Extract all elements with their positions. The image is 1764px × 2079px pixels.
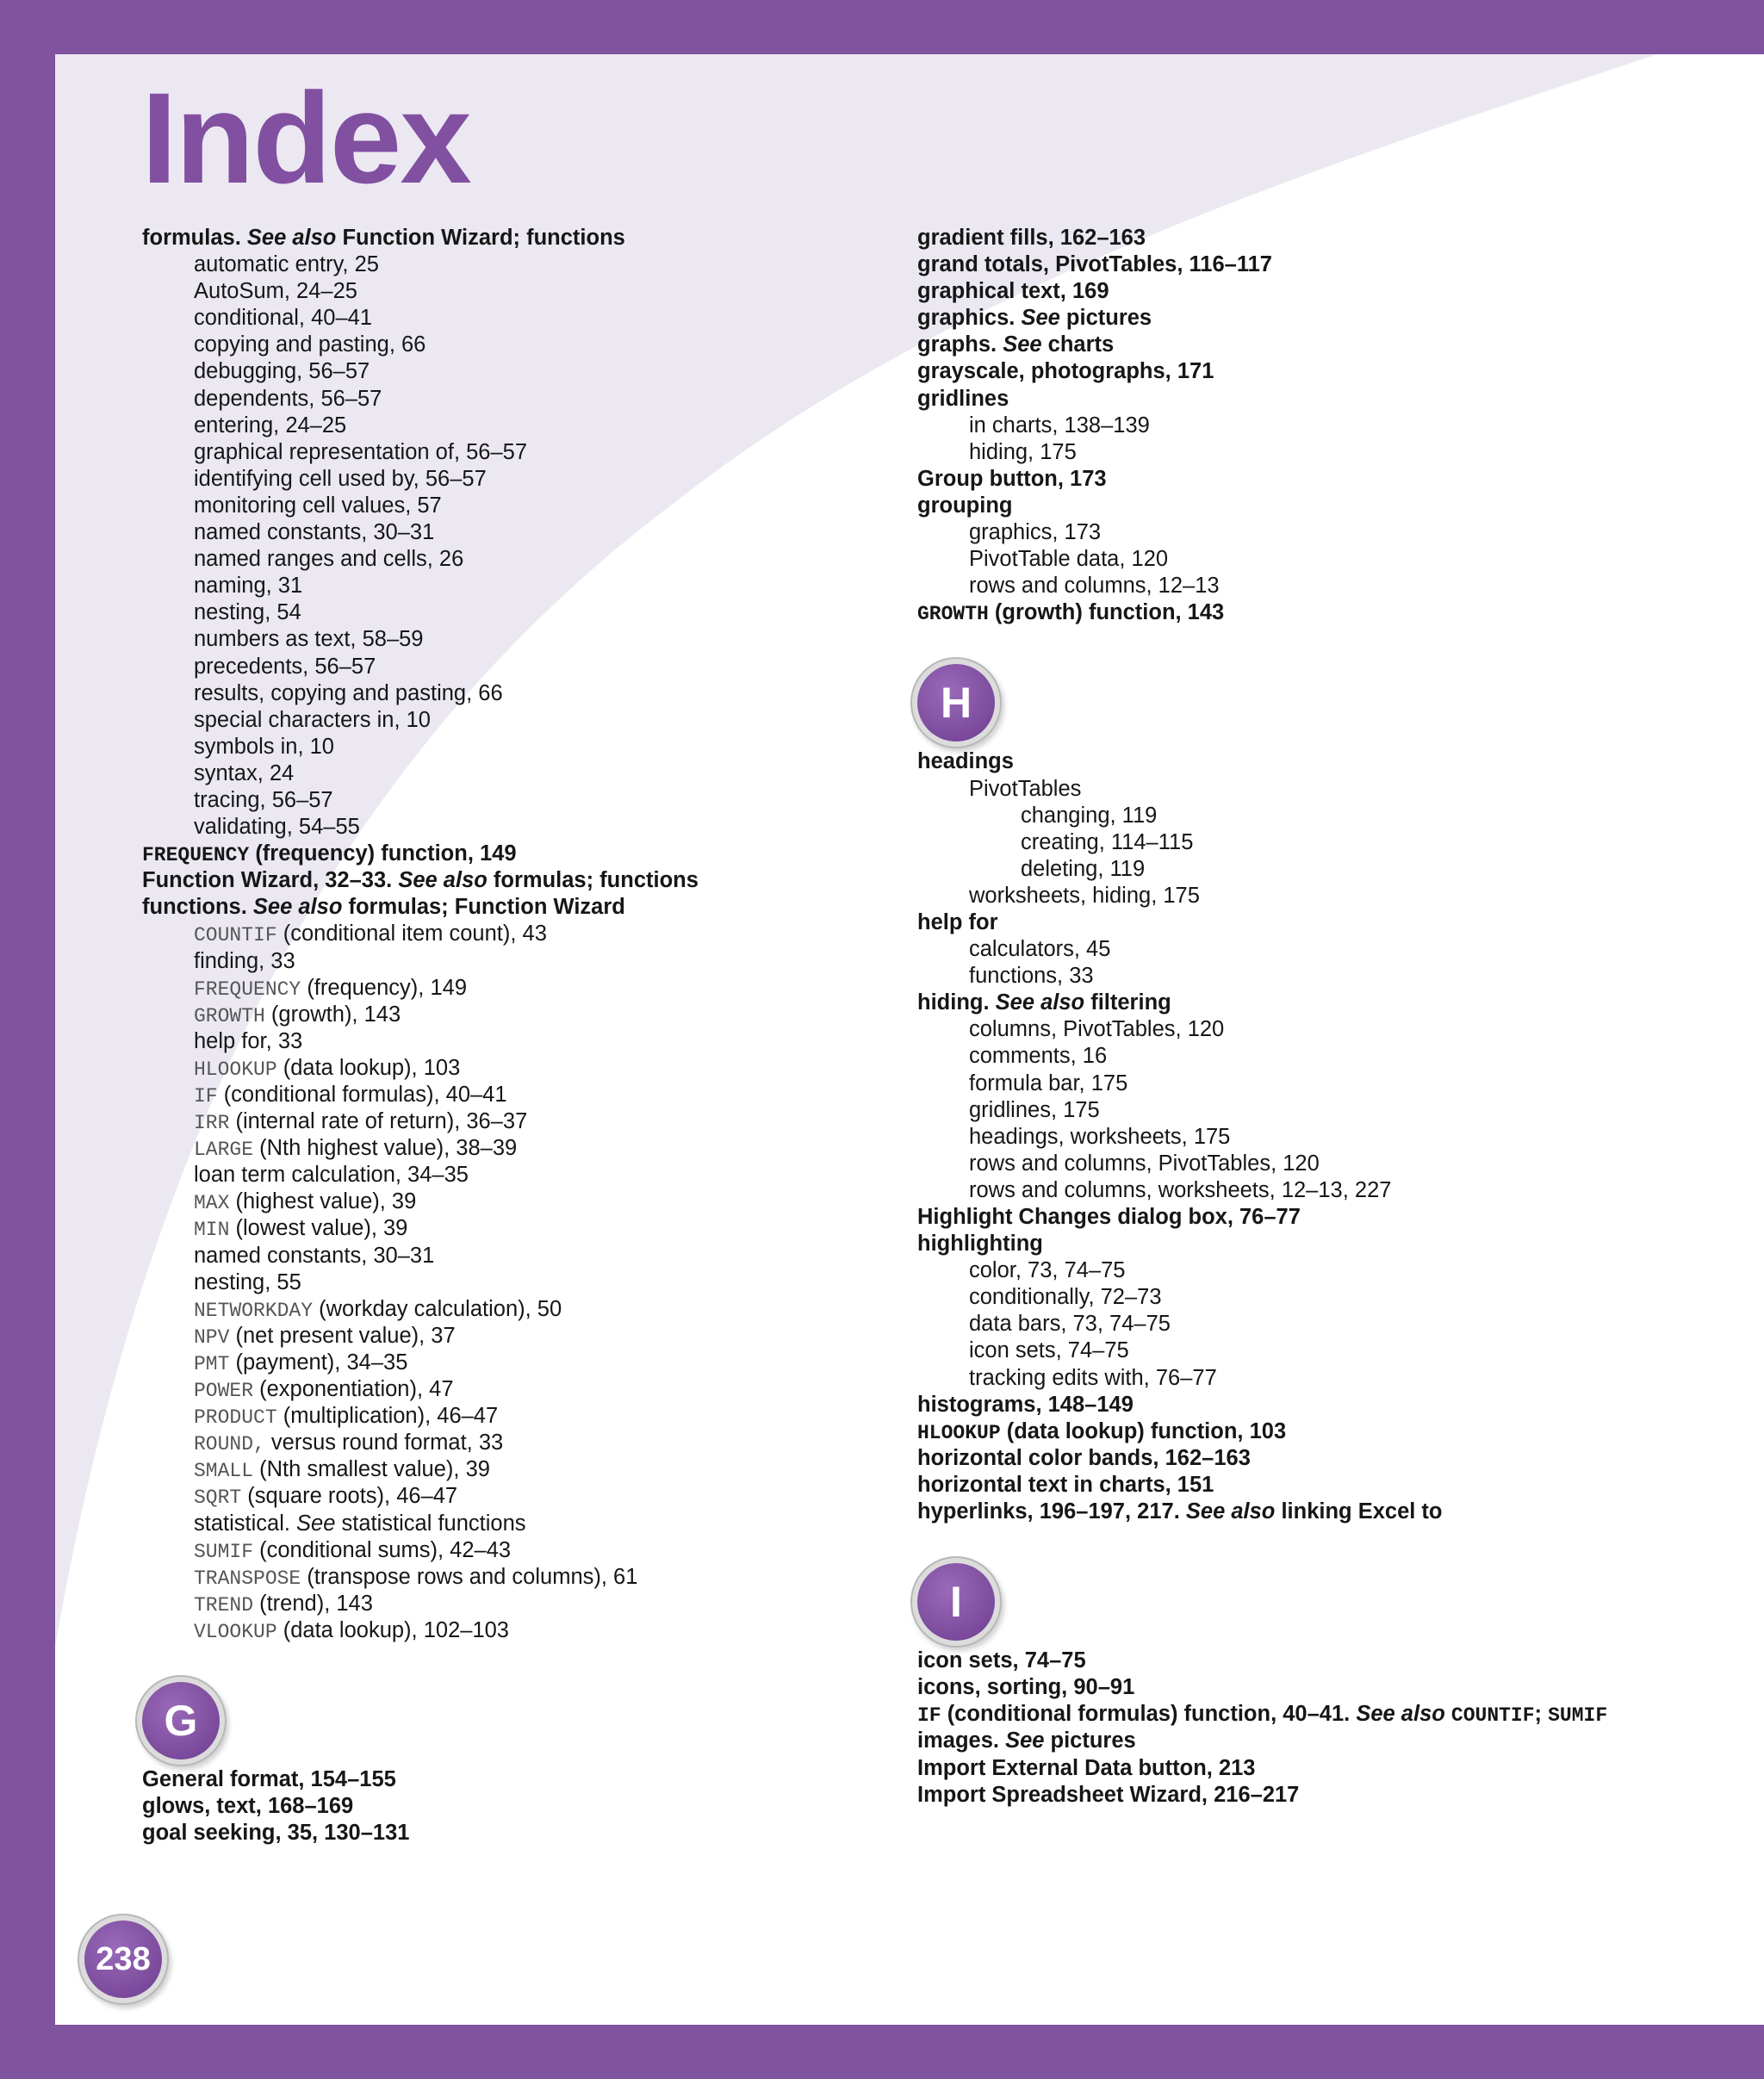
entry-text: grayscale, photographs, 171 bbox=[917, 359, 1214, 384]
entry-text: (exponentiation), 47 bbox=[253, 1377, 454, 1402]
function-name: HLOOKUP bbox=[194, 1058, 277, 1081]
entry-text: charts bbox=[1041, 332, 1115, 357]
index-subentry bbox=[142, 599, 900, 626]
index-subentry bbox=[917, 439, 1675, 466]
page-number-badge: 238 bbox=[84, 1921, 162, 1998]
entry-text: versus round format, 33 bbox=[264, 1430, 504, 1455]
index-subentry bbox=[142, 1269, 900, 1296]
see-also-text: See bbox=[1005, 1728, 1045, 1753]
index-subentry bbox=[142, 386, 900, 413]
entry-text: Import External Data button, 213 bbox=[917, 1755, 1256, 1780]
entry-text: goal seeking, 35, 130–131 bbox=[142, 1821, 410, 1846]
index-subentry bbox=[917, 1257, 1675, 1284]
index-subentry bbox=[917, 963, 1675, 990]
see-also-text: See also bbox=[1185, 1499, 1276, 1524]
entry-text: (Nth smallest value), 39 bbox=[253, 1457, 490, 1482]
index-subentry bbox=[142, 1082, 900, 1108]
entry-text: nesting, 55 bbox=[194, 1269, 301, 1294]
see-also-text: See bbox=[296, 1511, 336, 1536]
see-also-text: See also bbox=[1356, 1702, 1445, 1727]
function-name: COUNTIF bbox=[194, 924, 277, 947]
entry-text: hiding, 175 bbox=[969, 439, 1077, 464]
index-entry bbox=[917, 1472, 1675, 1499]
entry-text: loan term calculation, 34–35 bbox=[194, 1163, 469, 1188]
function-name: NPV bbox=[194, 1325, 230, 1349]
index-subentry bbox=[917, 546, 1675, 573]
entry-text: (highest value), 39 bbox=[229, 1189, 417, 1214]
index-subentry bbox=[142, 1564, 900, 1591]
index-subentry bbox=[142, 413, 900, 439]
function-name: MAX bbox=[194, 1192, 230, 1215]
index-subentry bbox=[142, 332, 900, 358]
entry-text: formulas; Function Wizard bbox=[342, 895, 625, 920]
index-subentry bbox=[142, 1002, 900, 1028]
entry-text: formulas. bbox=[142, 226, 247, 250]
index-subentry bbox=[142, 1591, 900, 1617]
index-page bbox=[55, 54, 1764, 2025]
function-name: ROUND, bbox=[194, 1433, 265, 1456]
index-entry bbox=[142, 894, 900, 921]
entry-text: rows and columns, worksheets, 12–13, 227 bbox=[969, 1177, 1392, 1202]
index-subentry bbox=[917, 519, 1675, 546]
letter-badge-i: I bbox=[917, 1563, 995, 1641]
entry-text: Function Wizard, 32–33. bbox=[142, 868, 399, 893]
entry-text: General format, 154–155 bbox=[142, 1766, 396, 1791]
index-entry bbox=[142, 841, 900, 867]
entry-text: linking Excel to bbox=[1275, 1499, 1443, 1524]
entry-text: syntax, 24 bbox=[194, 760, 295, 785]
index-subentry bbox=[917, 413, 1675, 439]
index-subentry bbox=[917, 1016, 1675, 1043]
entry-text: headings, worksheets, 175 bbox=[969, 1124, 1231, 1149]
entry-text: PivotTable data, 120 bbox=[969, 547, 1169, 572]
entry-text: data bars, 73, 74–75 bbox=[969, 1312, 1171, 1337]
index-subentry bbox=[917, 1337, 1675, 1364]
see-also-text: See also bbox=[246, 226, 337, 250]
entry-text: gradient fills, 162–163 bbox=[917, 226, 1146, 250]
entry-text: named ranges and cells, 26 bbox=[194, 547, 464, 572]
function-name: TRANSPOSE bbox=[194, 1567, 301, 1590]
entry-text: Function Wizard; functions bbox=[336, 226, 625, 250]
index-subentry bbox=[142, 814, 900, 841]
index-entry bbox=[917, 305, 1675, 332]
index-entry bbox=[917, 1701, 1675, 1728]
index-subentry bbox=[142, 1188, 900, 1215]
index-subentry bbox=[142, 1215, 900, 1242]
index-subentry bbox=[142, 1430, 900, 1456]
entry-text: Group button, 173 bbox=[917, 466, 1107, 491]
entry-text: copying and pasting, 66 bbox=[194, 332, 426, 357]
index-subentry bbox=[142, 975, 900, 1002]
entry-text: automatic entry, 25 bbox=[194, 252, 379, 277]
index-subentry bbox=[142, 1376, 900, 1403]
index-entry bbox=[917, 493, 1675, 519]
index-subentry bbox=[917, 883, 1675, 909]
entry-text: (internal rate of return), 36–37 bbox=[229, 1109, 528, 1134]
index-entry bbox=[917, 1418, 1675, 1445]
function-name: IRR bbox=[194, 1112, 230, 1135]
entry-text: headings bbox=[917, 749, 1014, 774]
index-subentry bbox=[142, 1537, 900, 1564]
index-subentry bbox=[142, 760, 900, 787]
entry-text: pictures bbox=[1059, 306, 1152, 331]
function-name: FREQUENCY bbox=[142, 844, 250, 867]
index-subentry bbox=[917, 936, 1675, 963]
index-subentry bbox=[917, 1043, 1675, 1070]
index-entry bbox=[917, 278, 1675, 305]
index-entry bbox=[917, 225, 1675, 251]
entry-text: AutoSum, 24–25 bbox=[194, 279, 357, 304]
entry-text: icons, sorting, 90–91 bbox=[917, 1675, 1135, 1700]
index-entry bbox=[142, 867, 900, 894]
entry-text: (conditional item count), 43 bbox=[276, 922, 547, 946]
entry-text: conditionally, 72–73 bbox=[969, 1285, 1162, 1310]
entry-text: graphics. bbox=[917, 306, 1022, 331]
entry-text: entering, 24–25 bbox=[194, 413, 347, 438]
entry-text: columns, PivotTables, 120 bbox=[969, 1017, 1225, 1042]
entry-text: Highlight Changes dialog box, 76–77 bbox=[917, 1205, 1301, 1229]
index-subentry bbox=[142, 519, 900, 546]
entry-text: functions. bbox=[142, 895, 253, 920]
index-subentry bbox=[142, 1617, 900, 1644]
index-subsubentry bbox=[917, 829, 1675, 856]
index-subentry bbox=[917, 1284, 1675, 1311]
index-subentry bbox=[917, 1097, 1675, 1124]
entry-text: results, copying and pasting, 66 bbox=[194, 680, 503, 705]
entry-text: (transpose rows and columns), 61 bbox=[301, 1564, 638, 1589]
entry-text: comments, 16 bbox=[969, 1044, 1108, 1069]
index-subentry bbox=[142, 626, 900, 653]
entry-text: filtering bbox=[1084, 990, 1171, 1015]
entry-text: nesting, 54 bbox=[194, 600, 301, 625]
entry-text: Import Spreadsheet Wizard, 216–217 bbox=[917, 1782, 1300, 1807]
entry-text: graphics, 173 bbox=[969, 520, 1102, 545]
index-subentry bbox=[142, 1456, 900, 1483]
function-name: HLOOKUP bbox=[917, 1421, 1001, 1444]
entry-text: (Nth highest value), 38–39 bbox=[253, 1136, 518, 1161]
entry-text: numbers as text, 58–59 bbox=[194, 627, 424, 652]
entry-text: deleting, 119 bbox=[1021, 856, 1146, 881]
index-subentry bbox=[142, 573, 900, 599]
entry-text: rows and columns, PivotTables, 120 bbox=[969, 1151, 1320, 1176]
index-subentry bbox=[142, 1028, 900, 1055]
entry-text bbox=[1445, 1702, 1451, 1726]
see-also-text: See also bbox=[398, 868, 488, 893]
index-subentry bbox=[917, 1311, 1675, 1337]
entry-text: (growth), 143 bbox=[264, 1002, 401, 1027]
letter-section-h bbox=[917, 652, 1675, 748]
index-subentry bbox=[142, 1162, 900, 1188]
entry-text: (payment), 34–35 bbox=[229, 1350, 408, 1375]
index-entry bbox=[917, 332, 1675, 358]
entry-text: special characters in, 10 bbox=[194, 707, 431, 732]
index-entry bbox=[917, 1499, 1675, 1525]
index-entry bbox=[917, 748, 1675, 775]
function-name: SUMIF bbox=[1548, 1704, 1608, 1728]
index-subentry bbox=[142, 305, 900, 332]
entry-text: images. bbox=[917, 1728, 1006, 1753]
entry-text: color, 73, 74–75 bbox=[969, 1258, 1126, 1283]
index-subentry bbox=[142, 1323, 900, 1350]
index-entry bbox=[142, 1766, 900, 1793]
function-name: MIN bbox=[194, 1219, 230, 1242]
see-also-text: See bbox=[1021, 306, 1060, 331]
index-subentry bbox=[142, 1483, 900, 1510]
entry-text: histograms, 148–149 bbox=[917, 1392, 1134, 1417]
entry-text: gridlines bbox=[917, 386, 1009, 411]
index-entry bbox=[917, 1674, 1675, 1701]
index-entry bbox=[917, 1204, 1675, 1231]
function-name: SUMIF bbox=[194, 1540, 254, 1563]
function-name: PRODUCT bbox=[194, 1406, 277, 1430]
entry-text: grouping bbox=[917, 493, 1013, 518]
index-subentry bbox=[142, 278, 900, 305]
entry-text: horizontal text in charts, 151 bbox=[917, 1472, 1214, 1497]
entry-text: icon sets, 74–75 bbox=[917, 1648, 1086, 1673]
entry-text: statistical functions bbox=[335, 1511, 526, 1536]
entry-text: (net present value), 37 bbox=[229, 1323, 456, 1348]
index-subentry bbox=[142, 1403, 900, 1430]
index-subentry bbox=[917, 1365, 1675, 1392]
index-entry bbox=[917, 990, 1675, 1016]
entry-text: (data lookup), 103 bbox=[276, 1055, 461, 1080]
index-entry bbox=[917, 251, 1675, 278]
entry-text: hyperlinks, 196–197, 217. bbox=[917, 1499, 1186, 1524]
index-subentry bbox=[142, 1135, 900, 1162]
entry-text: PivotTables bbox=[969, 776, 1082, 801]
function-name: GROWTH bbox=[194, 1004, 265, 1027]
entry-text: tracing, 56–57 bbox=[194, 787, 333, 812]
entry-text: glows, text, 168–169 bbox=[142, 1794, 354, 1819]
letter-badge-g: G bbox=[142, 1682, 220, 1759]
entry-text: graphs. bbox=[917, 332, 1003, 357]
entry-text: (lowest value), 39 bbox=[229, 1216, 408, 1241]
index-column-left bbox=[142, 225, 900, 1846]
index-subentry bbox=[142, 734, 900, 760]
index-subentry bbox=[917, 1151, 1675, 1177]
entry-text: (data lookup) function, 103 bbox=[1000, 1418, 1287, 1443]
index-entry bbox=[917, 1755, 1675, 1782]
index-entry bbox=[917, 1648, 1675, 1674]
section-gap bbox=[142, 1644, 900, 1670]
entry-text: (frequency) function, 149 bbox=[249, 841, 517, 866]
index-entry bbox=[142, 1820, 900, 1846]
function-name: FREQUENCY bbox=[194, 977, 301, 1001]
index-entry bbox=[142, 225, 900, 251]
entry-text: calculators, 45 bbox=[969, 937, 1111, 962]
function-name: TREND bbox=[194, 1593, 254, 1617]
entry-text: (workday calculation), 50 bbox=[313, 1296, 562, 1321]
entry-text: debugging, 56–57 bbox=[194, 359, 370, 384]
see-also-text: See also bbox=[252, 895, 343, 920]
page-title: Index bbox=[141, 65, 470, 210]
index-entry bbox=[917, 1392, 1675, 1418]
index-entry bbox=[917, 1728, 1675, 1754]
index-subentry bbox=[917, 776, 1675, 803]
entry-text: highlighting bbox=[917, 1232, 1043, 1257]
entry-text: help for, 33 bbox=[194, 1028, 303, 1053]
index-column-right bbox=[917, 225, 1675, 1809]
entry-text: validating, 54–55 bbox=[194, 815, 360, 840]
index-subentry bbox=[917, 1124, 1675, 1151]
entry-text: changing, 119 bbox=[1021, 803, 1158, 828]
index-subentry bbox=[142, 680, 900, 707]
entry-text: (data lookup), 102–103 bbox=[276, 1617, 509, 1642]
letter-section-i bbox=[917, 1551, 1675, 1648]
index-entry bbox=[917, 466, 1675, 493]
entry-text: help for bbox=[917, 909, 998, 934]
entry-text: monitoring cell values, 57 bbox=[194, 493, 442, 518]
index-entry bbox=[917, 599, 1675, 626]
index-subentry bbox=[142, 1055, 900, 1082]
index-subsubentry bbox=[917, 803, 1675, 829]
entry-text: graphical text, 169 bbox=[917, 279, 1109, 304]
entry-text: gridlines, 175 bbox=[969, 1097, 1100, 1122]
entry-text: (growth) function, 143 bbox=[988, 600, 1225, 625]
index-entry bbox=[917, 1231, 1675, 1257]
index-entry bbox=[917, 1782, 1675, 1809]
index-subentry bbox=[917, 1071, 1675, 1097]
section-gap bbox=[917, 1525, 1675, 1551]
index-subentry bbox=[142, 1350, 900, 1376]
index-subentry bbox=[142, 948, 900, 975]
entry-text: (conditional formulas), 40–41 bbox=[217, 1083, 507, 1107]
index-subentry bbox=[142, 466, 900, 493]
entry-text: (square roots), 46–47 bbox=[241, 1484, 458, 1509]
index-entry bbox=[917, 1445, 1675, 1472]
index-subentry bbox=[142, 439, 900, 466]
entry-text: dependents, 56–57 bbox=[194, 386, 382, 411]
entry-text: tracking edits with, 76–77 bbox=[969, 1365, 1217, 1390]
function-name: IF bbox=[194, 1085, 218, 1108]
entry-text: horizontal color bands, 162–163 bbox=[917, 1445, 1251, 1470]
function-name: IF bbox=[917, 1704, 941, 1728]
entry-text: worksheets, hiding, 175 bbox=[969, 883, 1200, 908]
entry-text: rows and columns, 12–13 bbox=[969, 574, 1220, 599]
section-gap bbox=[917, 626, 1675, 652]
index-subentry bbox=[142, 1296, 900, 1323]
index-subentry bbox=[142, 358, 900, 385]
index-subentry bbox=[142, 787, 900, 814]
entry-text: in charts, 138–139 bbox=[969, 413, 1150, 438]
see-also-text: See also bbox=[995, 990, 1085, 1015]
entry-text: (frequency), 149 bbox=[301, 975, 468, 1000]
entry-text: statistical. bbox=[194, 1511, 297, 1536]
function-name: COUNTIF bbox=[1450, 1704, 1535, 1728]
function-name: SQRT bbox=[194, 1486, 242, 1510]
index-entry bbox=[917, 909, 1675, 936]
entry-text: creating, 114–115 bbox=[1021, 829, 1194, 854]
index-subentry bbox=[142, 921, 900, 947]
entry-text: grand totals, PivotTables, 116–117 bbox=[917, 252, 1272, 277]
entry-text: (multiplication), 46–47 bbox=[276, 1404, 499, 1429]
function-name: LARGE bbox=[194, 1139, 254, 1162]
function-name: PMT bbox=[194, 1352, 230, 1375]
index-subentry bbox=[917, 1177, 1675, 1204]
entry-text: graphical representation of, 56–57 bbox=[194, 439, 528, 464]
index-entry bbox=[917, 358, 1675, 385]
see-also-text: See bbox=[1003, 332, 1042, 357]
entry-text: conditional, 40–41 bbox=[194, 306, 373, 331]
entry-text: finding, 33 bbox=[194, 948, 295, 973]
function-name: NETWORKDAY bbox=[194, 1299, 314, 1322]
function-name: GROWTH bbox=[917, 603, 989, 626]
index-subsubentry bbox=[917, 856, 1675, 883]
entry-text: (conditional formulas) function, 40–41. bbox=[941, 1702, 1357, 1727]
entry-text: formula bar, 175 bbox=[969, 1071, 1128, 1095]
entry-text: named constants, 30–31 bbox=[194, 1243, 435, 1268]
letter-badge-h: H bbox=[917, 664, 995, 742]
index-subentry bbox=[142, 1108, 900, 1135]
entry-text: ; bbox=[1534, 1702, 1549, 1727]
entry-text: formulas; functions bbox=[487, 868, 699, 893]
index-subentry bbox=[142, 1243, 900, 1269]
entry-text: (conditional sums), 42–43 bbox=[253, 1537, 512, 1562]
entry-text: symbols in, 10 bbox=[194, 734, 334, 759]
index-entry bbox=[142, 1793, 900, 1820]
index-entry bbox=[917, 386, 1675, 413]
index-subentry bbox=[142, 654, 900, 680]
entry-text: naming, 31 bbox=[194, 574, 303, 599]
index-subentry bbox=[142, 251, 900, 278]
entry-text: named constants, 30–31 bbox=[194, 520, 435, 545]
entry-text: functions, 33 bbox=[969, 964, 1094, 989]
entry-text: icon sets, 74–75 bbox=[969, 1338, 1129, 1363]
index-subentry bbox=[142, 707, 900, 734]
function-name: POWER bbox=[194, 1380, 254, 1403]
index-subentry bbox=[917, 573, 1675, 599]
function-name: SMALL bbox=[194, 1460, 254, 1483]
entry-text: pictures bbox=[1044, 1728, 1136, 1753]
entry-text: (trend), 143 bbox=[253, 1591, 373, 1616]
entry-text: hiding. bbox=[917, 990, 996, 1015]
function-name: VLOOKUP bbox=[194, 1620, 277, 1643]
index-subentry bbox=[142, 493, 900, 519]
entry-text: identifying cell used by, 56–57 bbox=[194, 466, 487, 491]
entry-text: precedents, 56–57 bbox=[194, 654, 376, 679]
letter-section-g bbox=[142, 1670, 900, 1766]
index-subentry bbox=[142, 546, 900, 573]
index-subentry bbox=[142, 1511, 900, 1537]
